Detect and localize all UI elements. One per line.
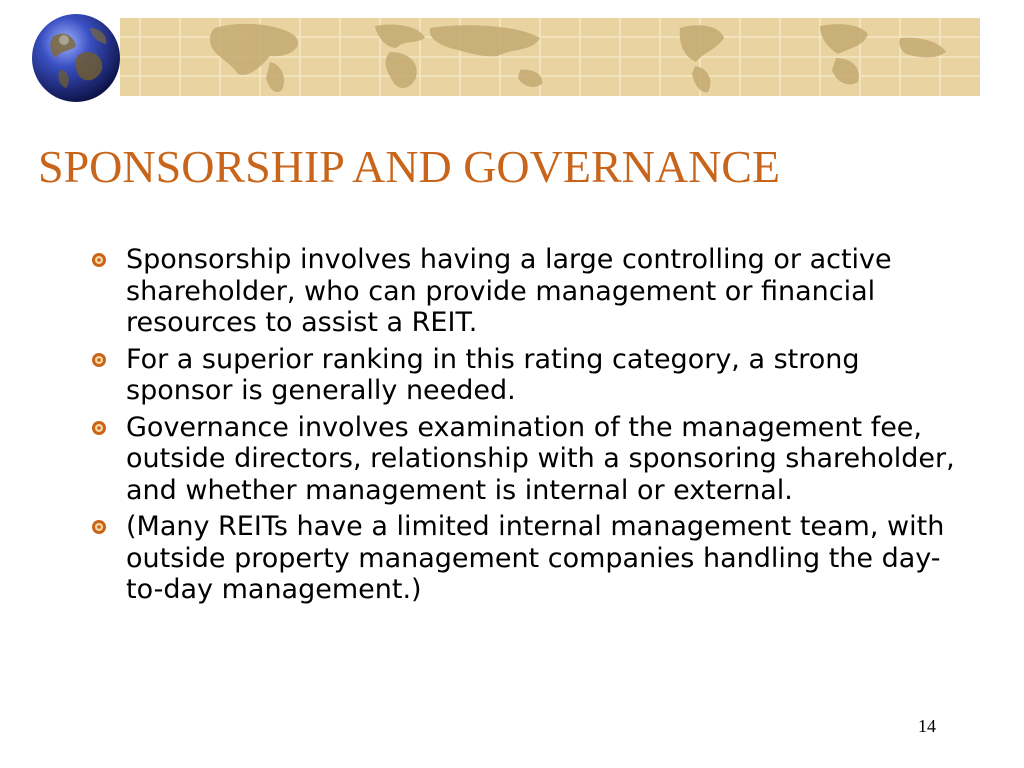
bullet-text: (Many REITs have a limited internal management team, with outside property management companies handling the day-to-day management.) <box>126 511 945 605</box>
bullet-text: For a superior ranking in this rating category, a strong sponsor is generally needed. <box>126 343 860 406</box>
target-bullet-icon <box>90 419 108 437</box>
target-bullet-icon <box>90 518 108 536</box>
page-number: 14 <box>918 716 936 736</box>
bullet-text: Governance involves examination of the management fee, outside directors, relationship with a sponsoring shareholder, and whether management is internal or external. <box>126 411 955 506</box>
slide-title: SPONSORSHIP AND GOVERNANCE <box>38 141 781 192</box>
bullet-list <box>90 244 970 611</box>
target-bullet-icon <box>90 251 108 269</box>
target-bullet-icon <box>90 351 108 369</box>
bullet-item <box>90 412 970 507</box>
globe-icon <box>30 12 122 104</box>
world-map-banner <box>120 18 980 96</box>
bullet-item <box>90 344 970 407</box>
bullet-item <box>90 511 970 606</box>
bullet-text: Sponsorship involves having a large controlling or active shareholder, who can provide management or financial resources to assist a REIT. <box>126 244 892 338</box>
bullet-item <box>90 244 970 339</box>
